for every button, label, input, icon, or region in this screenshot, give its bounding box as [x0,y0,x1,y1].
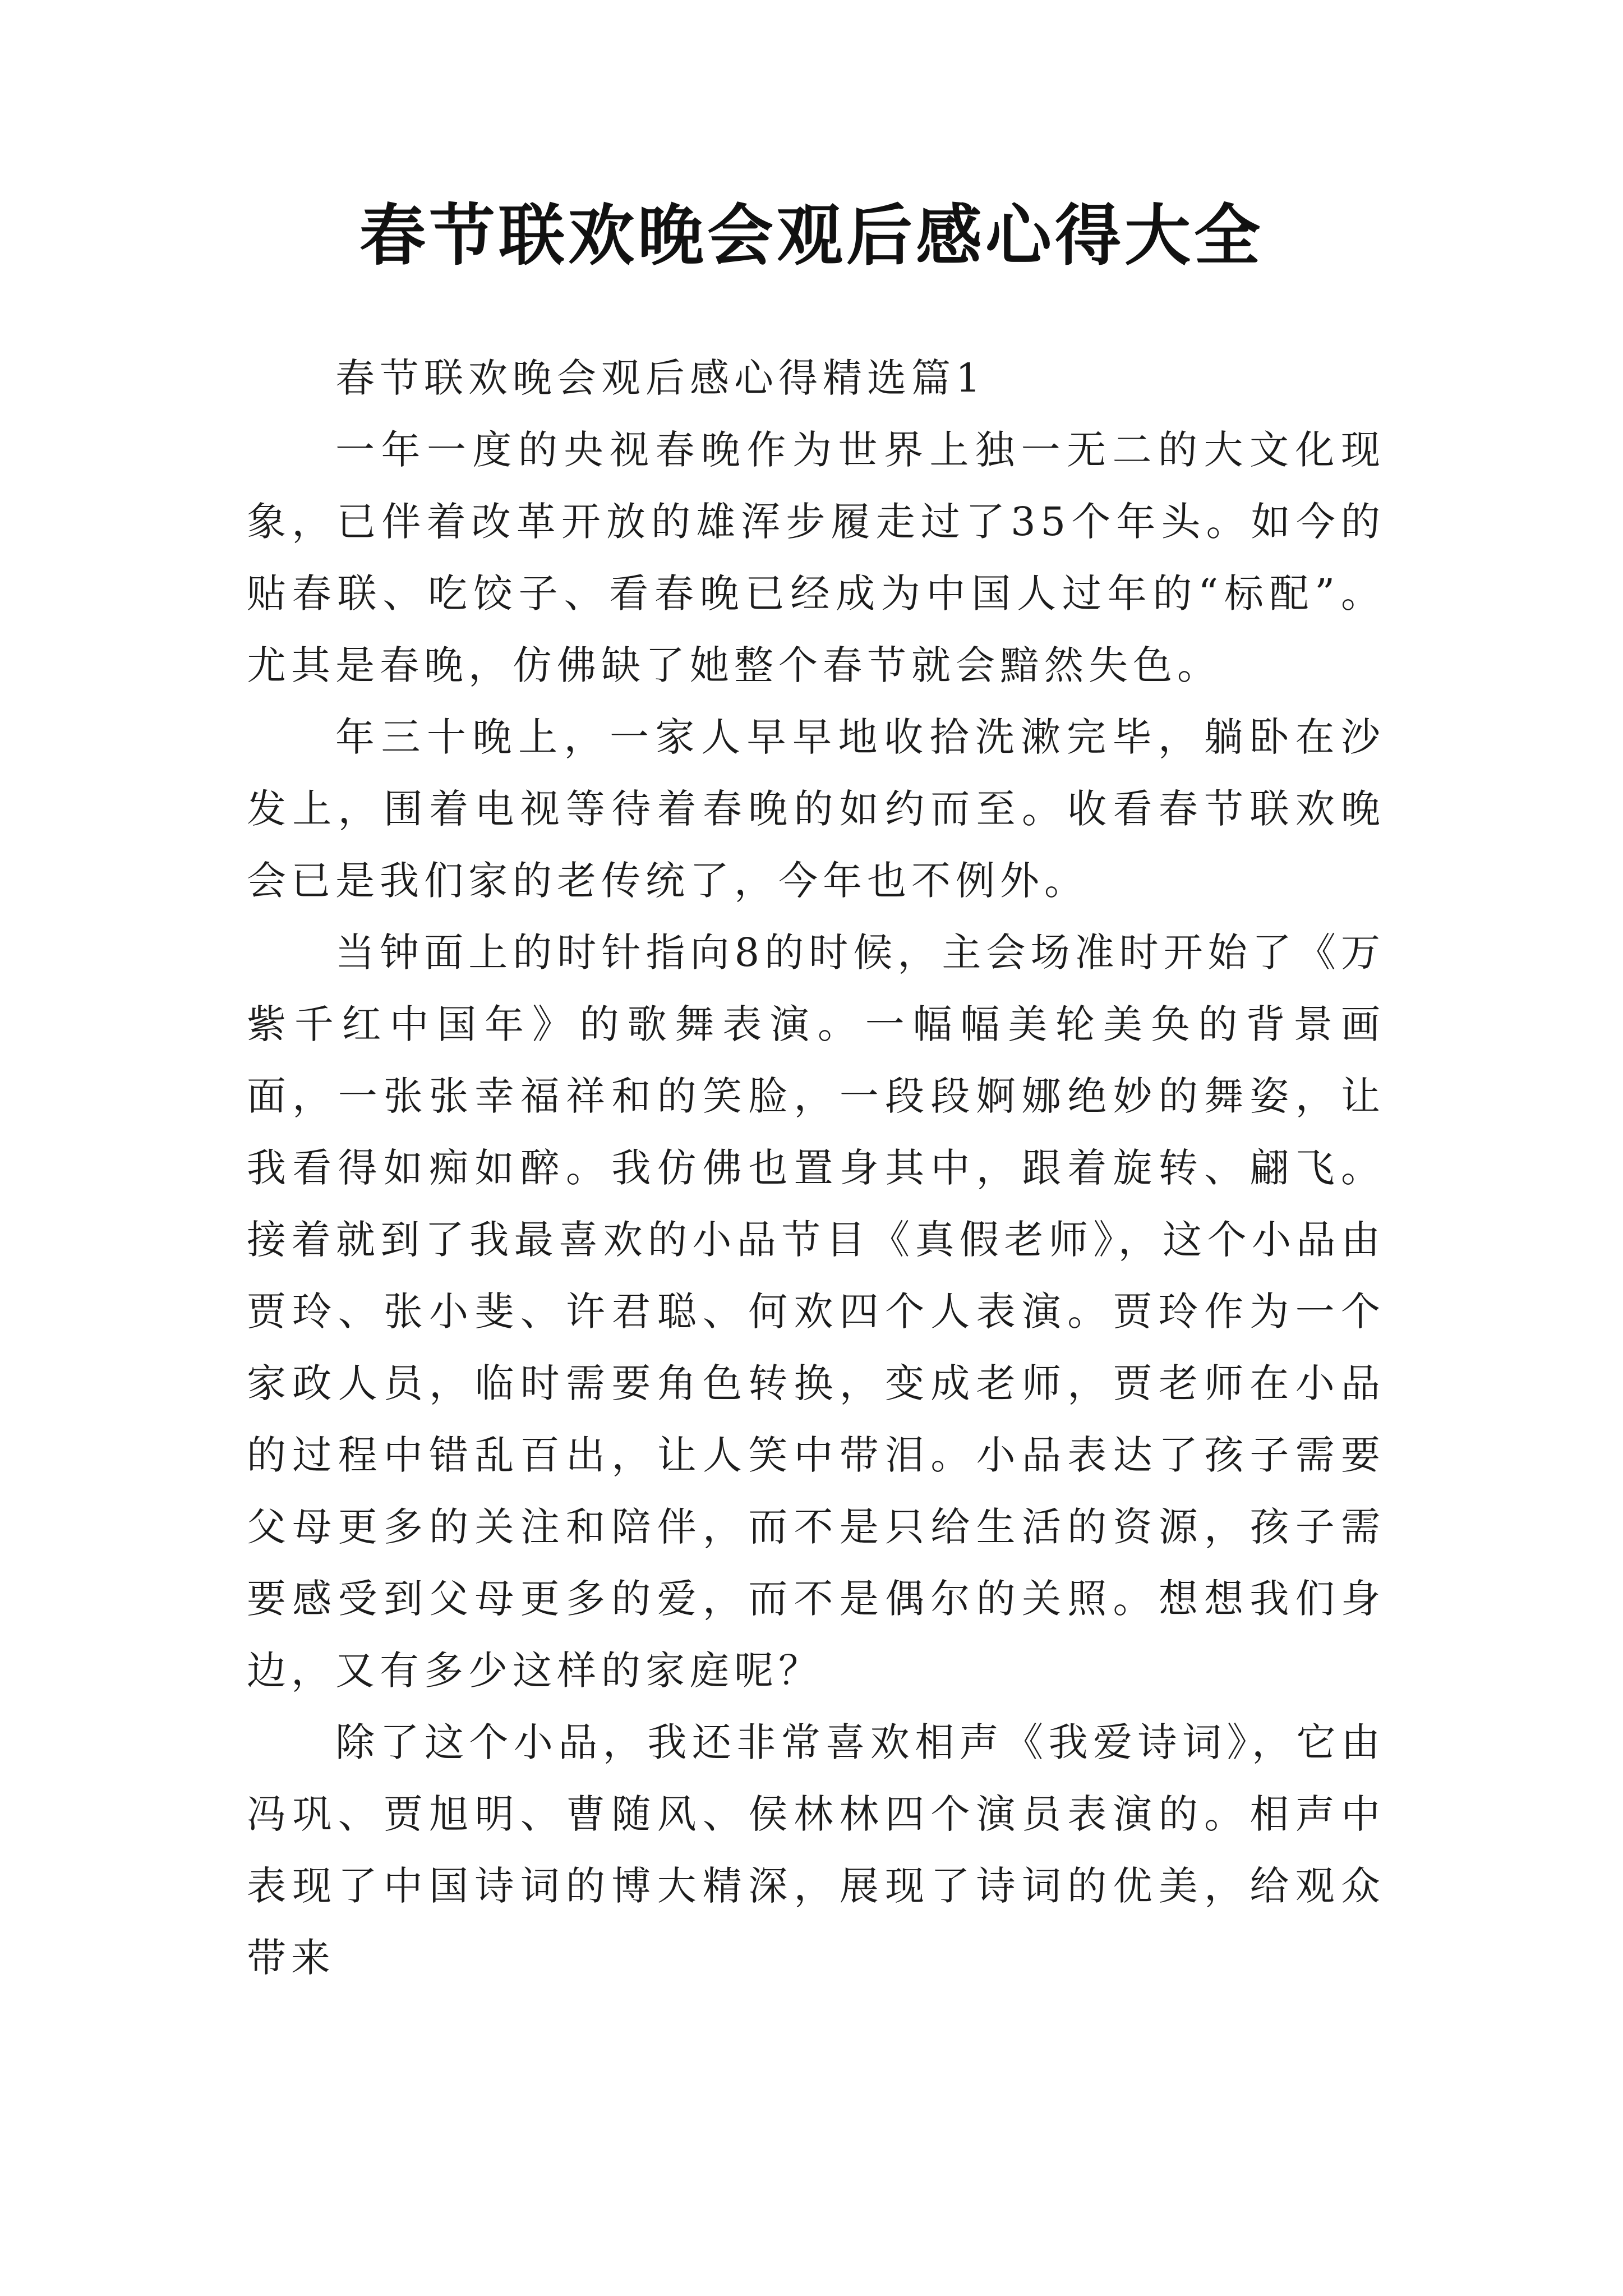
paragraph: 当钟面上的时针指向8的时候，主会场准时开始了《万紫千红中国年》的歌舞表演。一幅幅美轮美奂的背景画面，一张张幸福祥和的笑脸，一段段婀娜绝妙的舞姿，让我看得如痴如醉。我仿佛也置身其中，跟着旋转、翩飞。接着就到了我最喜欢的小品节目《真假老师》，这个小品由贾玲、张小斐、许君聪、何欢四个人表演。贾玲作为一个家政人员，临时需要角色转换，变成老师，贾老师在小品的过程中错乱百出，让人笑中带泪。小品表达了孩子需要父母更多的关注和陪伴，而不是只给生活的资源，孩子需要感受到父母更多的爱，而不是偶尔的关照。想想我们身边，又有多少这样的家庭呢？ [247,930,1385,1694]
paragraph: 年三十晚上，一家人早早地收拾洗漱完毕，躺卧在沙发上，围着电视等待着春晚的如约而至。收看春节联欢晚会已是我们家的老传统了，今年也不例外。 [247,714,1385,904]
paragraph: 除了这个小品，我还非常喜欢相声《我爱诗词》，它由冯巩、贾旭明、曹随风、侯林林四个演员表演的。相声中表现了中国诗词的博大精深，展现了诗词的优美，给观众带来 [247,1719,1385,1981]
document-body [247,342,1385,1994]
paragraph: 一年一度的央视春晚作为世界上独一无二的大文化现象，已伴着改革开放的雄浑步履走过了35个年头。如今的贴春联、吃饺子、看春晚已经成为中国人过年的“标配”。尤其是春晚，仿佛缺了她整个春节就会黯然失色。 [247,427,1385,688]
section-heading: 春节联欢晚会观后感心得精选篇1 [335,355,986,401]
document-title: 春节联欢晚会观后感心得大全 [359,196,1264,274]
